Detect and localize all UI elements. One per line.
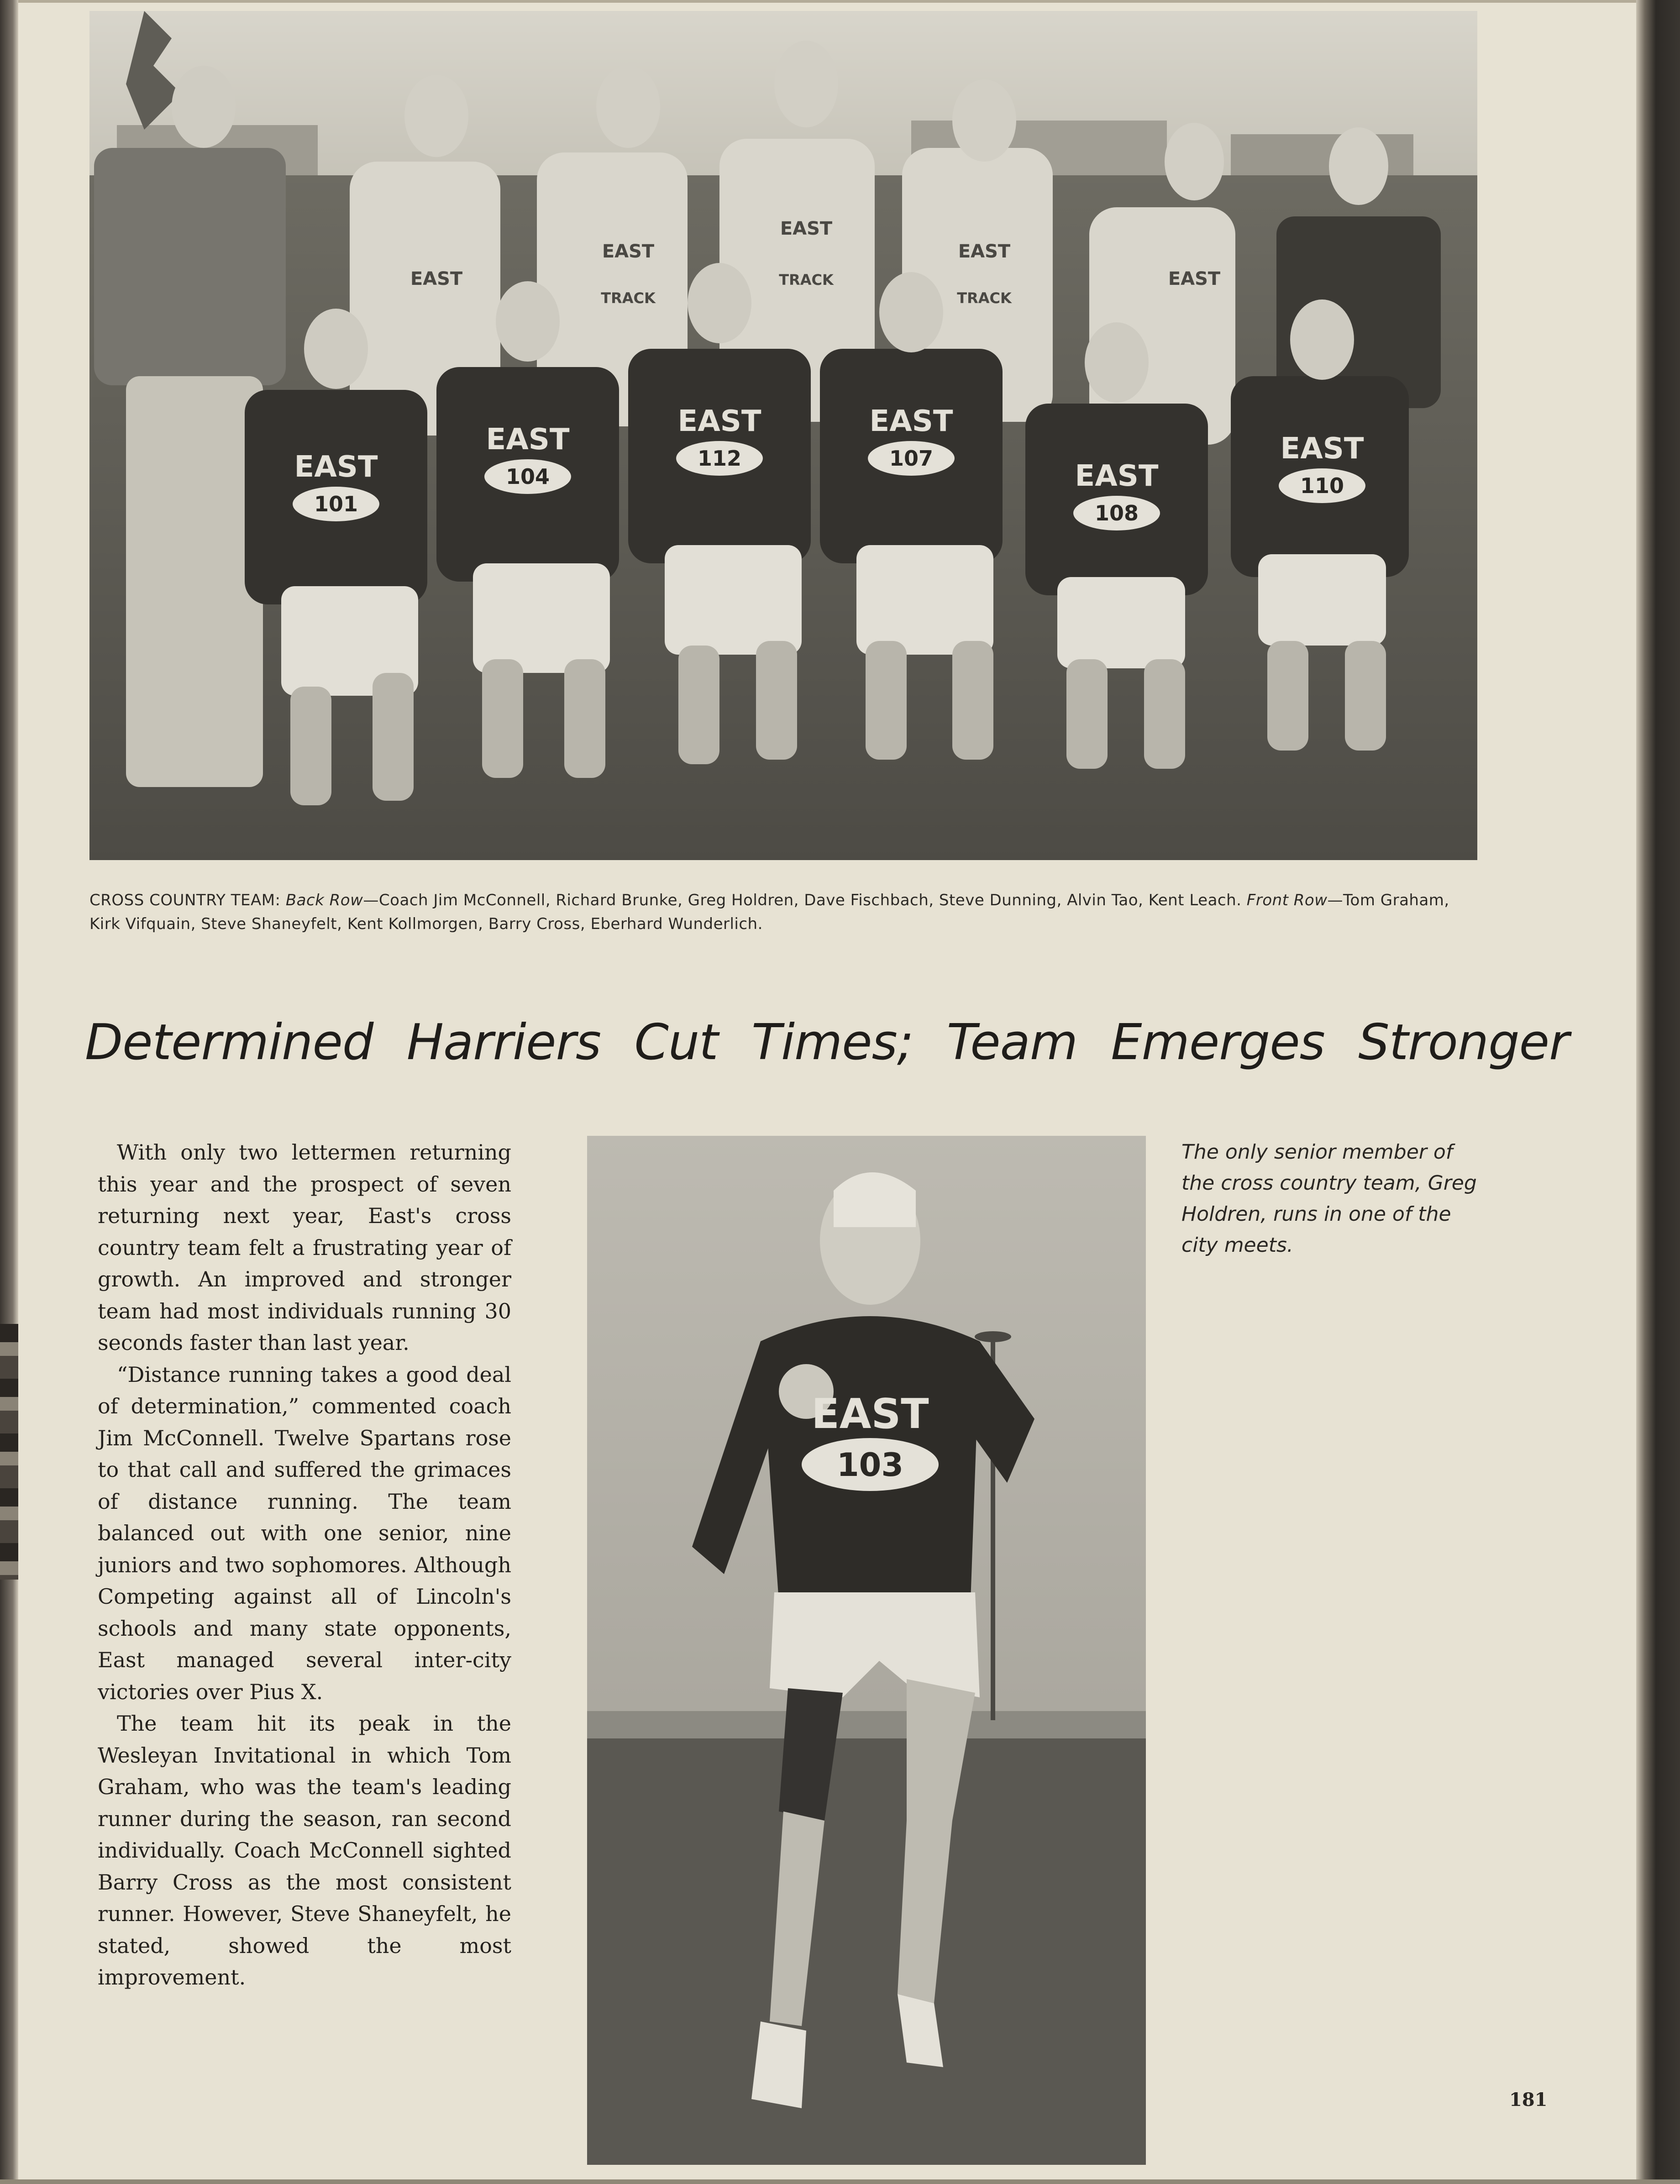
team-photo-illustration bbox=[89, 11, 1477, 860]
sweatshirt-text: EAST bbox=[1168, 268, 1221, 289]
svg-text:EAST: EAST bbox=[1280, 432, 1364, 466]
runner-shirt-text: EAST bbox=[811, 1390, 929, 1438]
jersey-number: 108 bbox=[1094, 501, 1139, 525]
sweatshirt-text: EAST bbox=[780, 218, 833, 239]
previous-page-photo-strip bbox=[0, 1324, 18, 1580]
team-photo-caption bbox=[89, 888, 1459, 936]
article-paragraph: “Distance running takes a good deal of determination,” commented coach Jim McConnell. Twelve Spartans rose to that call and suffered the grimaces of distance running. The team balanced out with one senior, nine juniors and two sophomores. Although Competing against all of Lincoln's schools and many state opponents, East managed several inter-city victories over Pius X. bbox=[98, 1362, 511, 1704]
svg-text:EAST: EAST bbox=[294, 450, 378, 484]
article-headline: Determined Harriers Cut Times; Team Emerges Stronger bbox=[85, 1014, 1569, 1071]
article-paragraph: The team hit its peak in the Wesleyan Invitational in which Tom Graham, who was the team's leading runner during the season, ran second individually. Coach McConnell sighted Barry Cross as the most consistent runner. However, Steve Shaneyfelt, he stated, showed the most improvement. bbox=[98, 1711, 511, 1990]
team-photo bbox=[89, 11, 1477, 860]
svg-text:EAST: EAST bbox=[869, 404, 953, 438]
caption-front-row-label: Front Row bbox=[1246, 891, 1328, 909]
svg-text:EAST: EAST bbox=[1075, 459, 1159, 493]
binding-right-edge bbox=[1636, 0, 1680, 2184]
sweatshirt-text: EAST bbox=[602, 241, 655, 262]
sweatshirt-text: EAST bbox=[410, 268, 463, 289]
article-body bbox=[98, 1137, 511, 1994]
runner-jersey-number: 103 bbox=[836, 1446, 904, 1484]
jersey-number: 107 bbox=[889, 446, 934, 471]
svg-text:EAST: EAST bbox=[677, 404, 761, 438]
page-top-edge bbox=[0, 0, 1680, 3]
page-number: 181 bbox=[1509, 2089, 1548, 2110]
jersey-number: 101 bbox=[314, 492, 358, 516]
binding-left-edge bbox=[0, 0, 18, 2184]
caption-back-row-names: —Coach Jim McConnell, Richard Brunke, Greg Holdren, Dave Fischbach, Steve Dunning, Alvin Tao, Kent Leach. bbox=[363, 891, 1242, 909]
page-bottom-edge bbox=[0, 2179, 1680, 2184]
article-paragraph: With only two lettermen returning this year and the prospect of seven returning next year, East's cross country team felt a frustrating year of growth. An improved and stronger team had most individuals running 30 seconds faster than last year. bbox=[98, 1140, 511, 1355]
jersey-number: 104 bbox=[505, 464, 550, 489]
caption-back-row-label: Back Row bbox=[285, 891, 363, 909]
svg-text:EAST: EAST bbox=[486, 423, 570, 457]
sweatshirt-text: TRACK bbox=[957, 289, 1012, 307]
runner-photo-caption: The only senior member of the cross country team, Greg Holdren, runs in one of the city meets. bbox=[1181, 1140, 1477, 1257]
runner-photo bbox=[587, 1136, 1146, 2165]
runner-photo-illustration bbox=[587, 1136, 1146, 2165]
sweatshirt-text: TRACK bbox=[601, 289, 656, 307]
sweatshirt-text: EAST bbox=[958, 241, 1011, 262]
caption-team-label: CROSS COUNTRY TEAM: bbox=[89, 891, 281, 909]
caption-front-row-names: —Tom Graham, Kirk Vifquain, Steve Shaneyfelt, Kent Kollmorgen, Barry Cross, Eberhard Wunderlich. bbox=[89, 891, 1449, 933]
jersey-number: 110 bbox=[1300, 473, 1344, 498]
jersey-number: 112 bbox=[697, 446, 742, 471]
sweatshirt-text: TRACK bbox=[779, 271, 834, 289]
